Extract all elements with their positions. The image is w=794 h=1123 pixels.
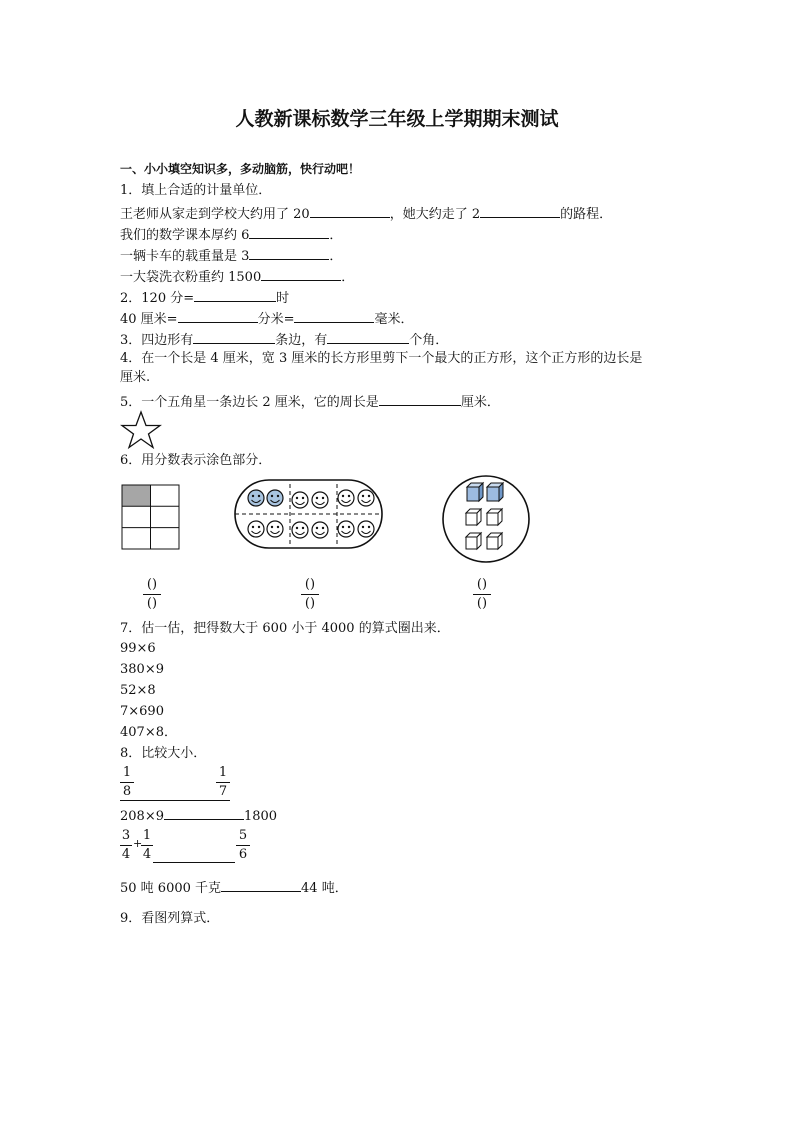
answer-blank[interactable] [249, 245, 329, 260]
answer-line[interactable] [120, 800, 230, 801]
fraction-answer[interactable] [473, 577, 491, 612]
q1-l1-text-a: 王老师从家走到学校大约用了 20 [120, 207, 310, 222]
fraction-one-seventh [216, 765, 230, 800]
face [267, 521, 283, 537]
face [312, 522, 328, 538]
q1-l3-text-b: ． [329, 249, 343, 264]
fraction-answer[interactable] [301, 577, 319, 612]
cube-shaded [487, 483, 503, 501]
q1-line4 [120, 266, 354, 287]
face [338, 521, 354, 537]
q1-l2-text-b: ． [329, 228, 343, 243]
q1-line2 [120, 224, 342, 245]
expression-item[interactable]: 99×6 [120, 641, 156, 656]
cube [487, 533, 502, 549]
answer-blank[interactable] [221, 877, 301, 892]
fraction-denominator: () [476, 596, 488, 611]
star-icon [120, 410, 162, 450]
fraction-answer[interactable] [143, 577, 161, 612]
answer-blank[interactable] [480, 203, 560, 218]
q3-text-c: 个角． [409, 333, 449, 348]
plus-sign: + [133, 837, 143, 850]
q1-heading: 1．填上合适的计量单位． [120, 183, 272, 198]
q8-row2-right: 1800 [243, 809, 278, 824]
cubes-figure [441, 474, 531, 564]
fraction-three-quarters [120, 828, 132, 863]
face [338, 490, 354, 506]
q8-row4 [120, 877, 348, 898]
q8-row2-left: 208×9 [120, 809, 164, 824]
answer-blank[interactable] [249, 224, 329, 239]
q1-l2-text-a: 我们的数学课本厚约 6 [120, 228, 250, 243]
face [358, 521, 374, 537]
q3-line [120, 329, 448, 350]
fraction-numerator: () [146, 577, 158, 592]
q2-l2-text-a: 40 厘米= [120, 312, 178, 327]
fraction-denominator: () [304, 596, 316, 611]
fraction-one-quarter [141, 828, 153, 863]
face-shaded [267, 490, 283, 506]
face [358, 490, 374, 506]
q1-l4-text-a: 一大袋洗衣粉重约 1500 [120, 270, 262, 285]
fraction-numerator: 1 [122, 765, 132, 780]
section-heading: 一、小小填空知识多，多动脑筋，快行动吧！ [120, 162, 361, 176]
smiley-faces-figure [233, 478, 385, 552]
answer-line[interactable] [153, 862, 235, 863]
fraction-denominator: 8 [122, 784, 132, 799]
fraction-numerator: 3 [121, 828, 131, 843]
expression-item[interactable]: 380×9 [120, 662, 164, 677]
cube [487, 509, 502, 525]
answer-blank[interactable] [178, 308, 258, 323]
cube [466, 509, 481, 525]
cube-shaded [467, 483, 483, 501]
fraction-five-sixths [236, 828, 250, 863]
fraction-numerator: () [304, 577, 316, 592]
fraction-denominator: 4 [142, 847, 152, 862]
fraction-numerator: 1 [218, 765, 228, 780]
face-shaded [248, 490, 264, 506]
q3-text-b: 条边，有 [275, 333, 328, 348]
answer-blank[interactable] [379, 391, 461, 406]
q1-l1-text-c: 的路程． [560, 207, 613, 222]
q8-row4-left: 50 吨 6000 千克 [120, 881, 222, 896]
q1-l3-text-a: 一辆卡车的载重量是 3 [120, 249, 250, 264]
q3-text-a: 3．四边形有 [120, 333, 194, 348]
face [312, 492, 328, 508]
cube [466, 533, 481, 549]
answer-blank[interactable] [193, 329, 275, 344]
fraction-denominator: 6 [238, 847, 248, 862]
q6-heading: 6．用分数表示涂色部分． [120, 453, 272, 468]
expression-item[interactable]: 52×8 [120, 683, 156, 698]
face [292, 492, 308, 508]
q5-text-b: 厘米． [460, 395, 500, 410]
answer-blank[interactable] [327, 329, 409, 344]
q1-line1 [120, 203, 612, 224]
fraction-denominator: 7 [218, 784, 228, 799]
face [248, 521, 264, 537]
q2-l2-text-b: 分米= [257, 312, 295, 327]
q2-l2-text-c: 毫米． [374, 312, 414, 327]
answer-blank[interactable] [164, 805, 244, 820]
answer-blank[interactable] [310, 203, 390, 218]
fraction-numerator: () [476, 577, 488, 592]
q2-line2 [120, 308, 414, 329]
fraction-one-eighth [120, 765, 134, 800]
q5-text-a: 5．一个五角星一条边长 2 厘米，它的周长是 [120, 395, 379, 410]
answer-blank[interactable] [261, 266, 341, 281]
expression-item[interactable]: 407×8． [120, 725, 177, 740]
q2-l1-text-b: 时 [276, 291, 290, 306]
face [292, 522, 308, 538]
expression-item[interactable]: 7×690 [120, 704, 164, 719]
fraction-denominator: 4 [121, 847, 131, 862]
fraction-numerator: 1 [142, 828, 152, 843]
q1-l4-text-b: ． [341, 270, 355, 285]
page-title: 人教新课标数学三年级上学期期末测试 [235, 108, 559, 130]
fraction-numerator: 5 [238, 828, 248, 843]
q9-heading: 9．看图列算式． [120, 911, 220, 926]
fraction-denominator: () [146, 596, 158, 611]
q1-line3 [120, 245, 342, 266]
q1-l1-text-b: ，她大约走了 2 [389, 207, 481, 222]
answer-blank[interactable] [294, 308, 374, 323]
shaded-grid-figure [121, 484, 181, 552]
q5-line [120, 391, 500, 412]
q8-row4-right: 44 吨． [301, 881, 348, 896]
q8-heading: 8．比较大小． [120, 746, 207, 761]
q7-heading: 7．估一估，把得数大于 600 小于 4000 的算式圈出来． [120, 621, 450, 636]
q4-line1: 4．在一个长是 4 厘米，宽 3 厘米的长方形里剪下一个最大的正方形，这个正方形的边长是 [120, 351, 643, 366]
q2-l1-text-a: 2．120 分= [120, 291, 195, 306]
answer-blank[interactable] [194, 287, 276, 302]
q8-row2 [120, 805, 277, 826]
q2-line1 [120, 287, 289, 308]
q4-line2: 厘米. [120, 370, 151, 385]
